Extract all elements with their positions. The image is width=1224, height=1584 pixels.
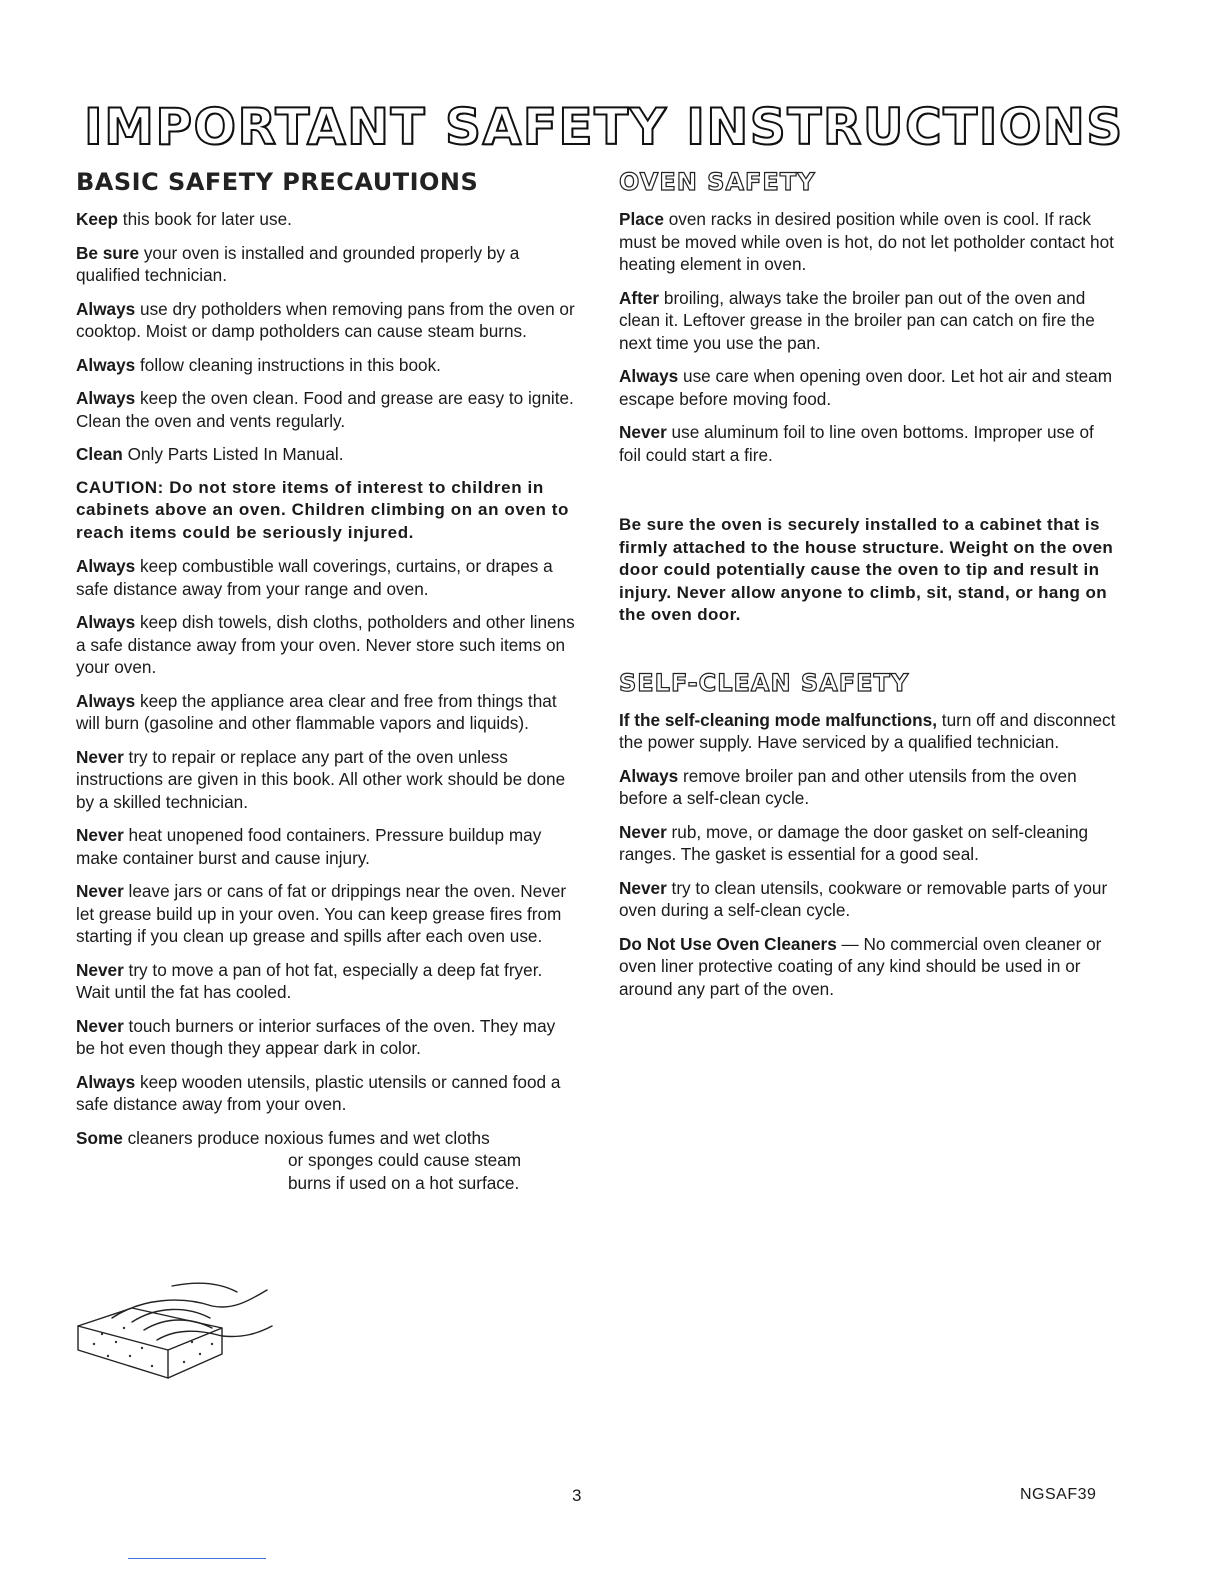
hand-wiping-sponge-icon (72, 1278, 282, 1388)
basic-item: Always use dry potholders when removing pans from the oven or cooktop. Moist or damp potholders can cause steam burns. (76, 298, 575, 341)
page-title: IMPORTANT SAFETY INSTRUCTIONS (84, 98, 1124, 156)
self-clean-item: If the self-cleaning mode malfunctions, turn off and disconnect the power supply. Have serviced by a qualified technician. (619, 709, 1116, 752)
oven-item: Place oven racks in desired position while oven is cool. If rack must be moved while oven is hot, do not let potholder contact hot heating element in oven. (619, 209, 1114, 274)
basic-item: Always follow cleaning instructions in this book. (76, 354, 441, 375)
basic-item: Never touch burners or interior surfaces of the oven. They may be hot even though they appear dark in color. (76, 1015, 556, 1058)
basic-item: Always keep wooden utensils, plastic utensils or canned food a safe distance away from your oven. (76, 1071, 561, 1114)
basic-item: Clean Only Parts Listed In Manual. (76, 444, 344, 464)
basic-item-last-cont: or sponges could cause steam (288, 1150, 522, 1170)
basic-item: Keep this book for later use. (76, 209, 292, 229)
oven-safety-column (619, 168, 1119, 1011)
self-clean-item: Do Not Use Oven Cleaners — No commercial oven cleaner or oven liner protective coating of any kind should be used in or around any part of the oven. (619, 933, 1102, 999)
basic-item: Never try to move a pan of hot fat, especially a deep fat fryer. Wait until the fat has cooled. (76, 959, 543, 1002)
oven-item: After broiling, always take the broiler pan out of the oven and clean it. Leftover grease in the broiler pan can catch on fire the next time you use the pan. (619, 287, 1095, 353)
basic-item: Always keep combustible wall coverings, curtains, or drapes a safe distance away from your range and oven. (76, 556, 553, 599)
basic-item: Always keep the oven clean. Food and grease are easy to ignite. Clean the oven and vents regularly. (76, 388, 574, 431)
tip-over-warning: Be sure the oven is securely installed to a cabinet that is firmly attached to the house structure. Weight on the oven door could potentially cause the oven to tip and result in injury. Never allow anyone to climb, sit, stand, or hang on the oven door. (619, 515, 1114, 624)
basic-item: Never heat unopened food containers. Pressure buildup may make container burst and cause injury. (76, 825, 542, 868)
basic-item: Always keep the appliance area clear and free from things that will burn (gasoline and other flammable vapors and liquids). (76, 690, 557, 733)
footer-rule (128, 1558, 266, 1559)
caution-note: CAUTION: Do not store items of interest to children in cabinets above an oven. Children climbing on an oven to reach items could be seriously injured. (76, 477, 570, 542)
self-clean-heading: SELF-CLEAN SAFETY (619, 668, 910, 697)
oven-item: Always use care when opening oven door. Let hot air and steam escape before moving food. (619, 366, 1113, 409)
self-clean-item: Never try to clean utensils, cookware or removable parts of your oven during a self-clean cycle. (619, 877, 1108, 920)
basic-safety-column (76, 168, 576, 1205)
basic-item: Always keep dish towels, dish cloths, potholders and other linens a safe distance away from your oven. Never store such items on your oven. (76, 612, 575, 677)
basic-item: Never leave jars or cans of fat or drippings near the oven. Never let grease build up in your oven. You can keep grease fires from starting if you clean up grease and spills after each oven use. (76, 881, 567, 946)
page-number: 3 (572, 1486, 582, 1505)
self-clean-item: Never rub, move, or damage the door gasket on self-cleaning ranges. The gasket is essential for a good seal. (619, 821, 1089, 864)
basic-item-last: Some cleaners produce noxious fumes and wet cloths (76, 1127, 490, 1148)
basic-item: Be sure your oven is installed and grounded properly by a qualified technician. (76, 242, 520, 285)
oven-item: Never use aluminum foil to line oven bottoms. Improper use of foil could start a fire. (619, 422, 1094, 465)
oven-safety-heading: OVEN SAFETY (619, 168, 816, 196)
self-clean-item: Always remove broiler pan and other utensils from the oven before a self-clean cycle. (619, 765, 1077, 808)
basic-item-last-cont: burns if used on a hot surface. (288, 1172, 520, 1193)
document-id: NGSAF39 (1020, 1486, 1097, 1503)
basic-safety-heading: BASIC SAFETY PRECAUTIONS (76, 168, 479, 196)
basic-item: Never try to repair or replace any part of the oven unless instructions are given in this book. All other work should be done by a skilled technician. (76, 746, 566, 812)
